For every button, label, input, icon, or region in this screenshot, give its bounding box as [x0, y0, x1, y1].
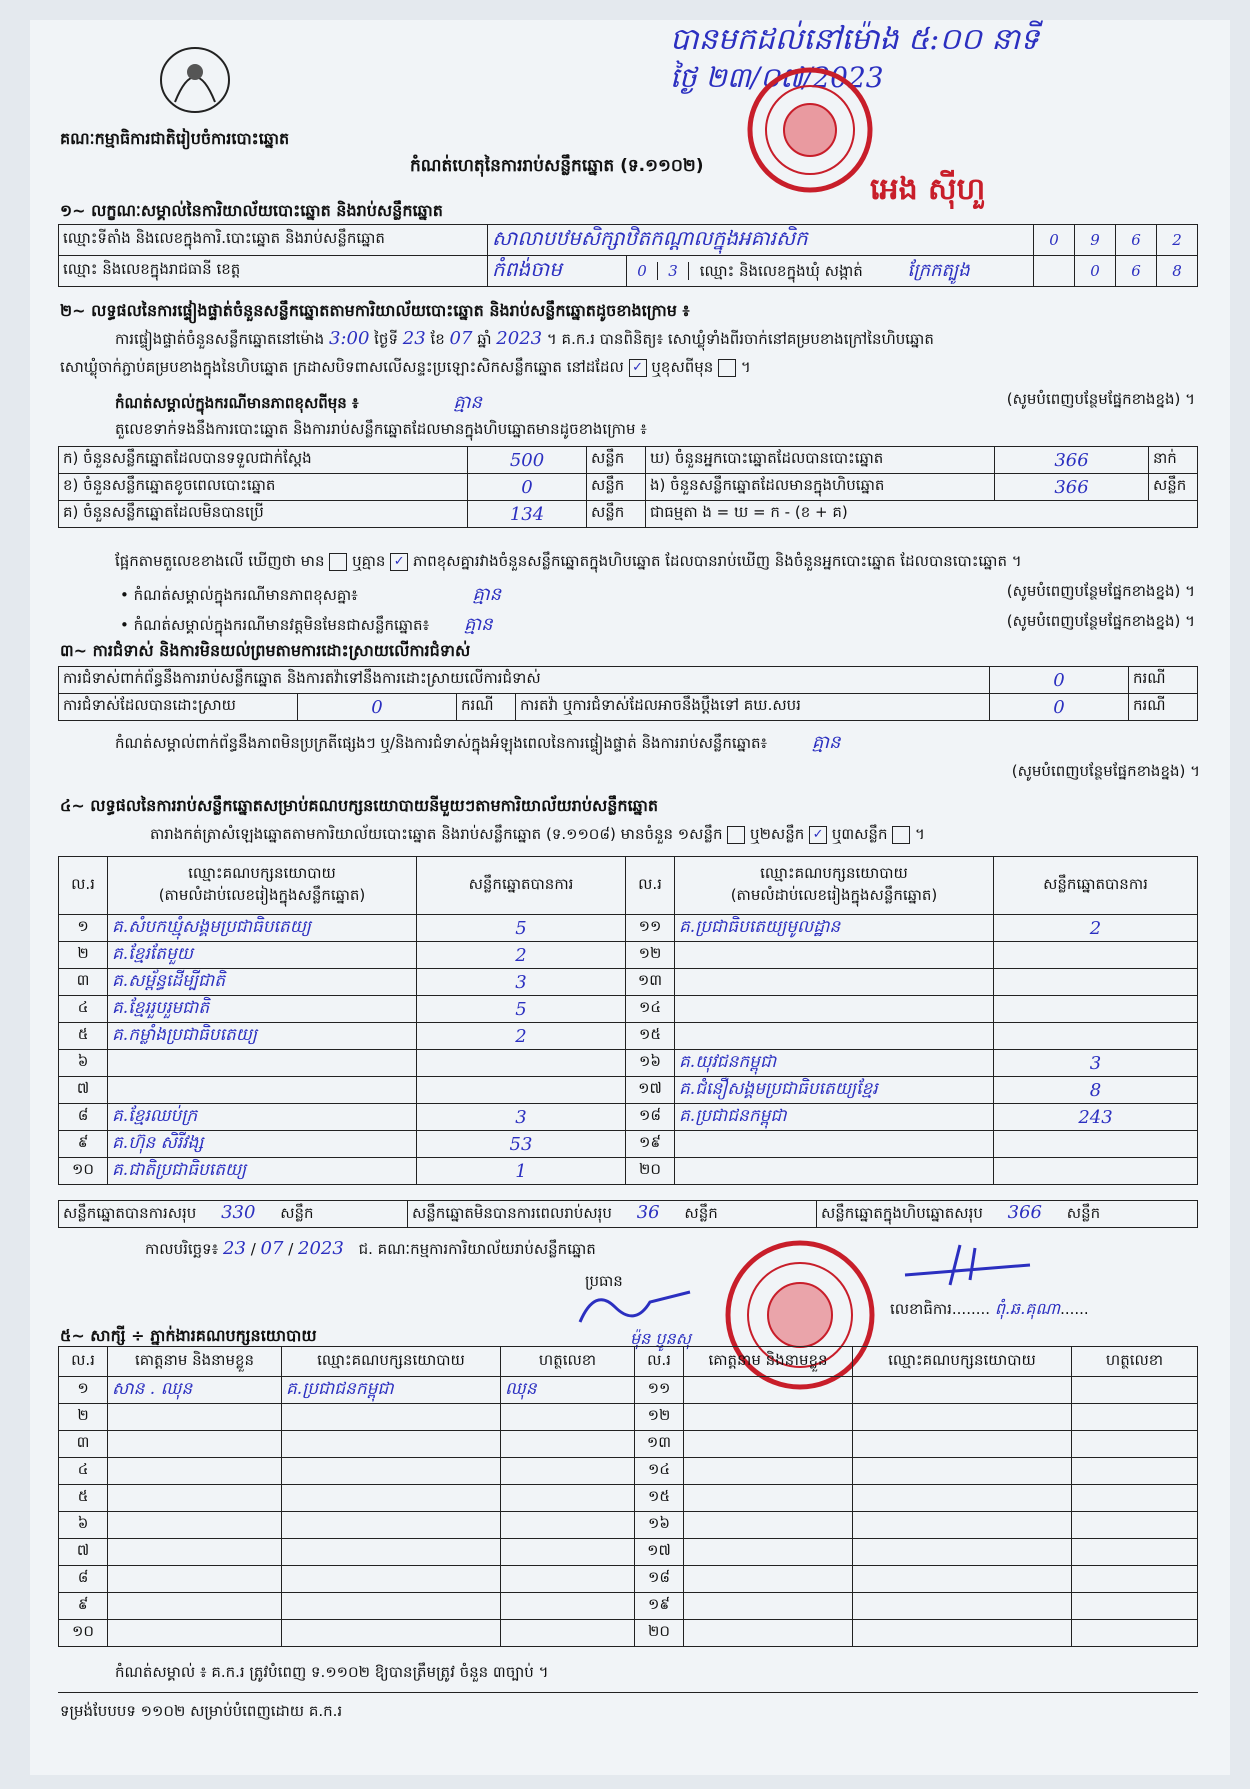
witness-name: [108, 1593, 282, 1620]
witness-col-name: គោត្តនាម និងនាមខ្លួន: [684, 1347, 853, 1377]
witness-signature: [501, 1404, 635, 1431]
witness-party: [282, 1512, 501, 1539]
row-no: ១១: [626, 915, 675, 942]
col-no-header: ល.រ: [59, 857, 108, 915]
row-no: ១៩: [635, 1593, 684, 1620]
irregularities-note-line: កំណត់សម្គាល់ពាក់ព័ន្ធនឹងភាពមិនប្រក្រតីផ្សេងៗ ឬ/និងការជំទាស់ក្នុងអំឡុងពេលនៃការផ្ទៀងផ្ទាត់ និងការរាប់សន្លឹកឆ្នោត៖ គ្មាន: [115, 732, 841, 753]
witness-party: [282, 1566, 501, 1593]
chair-name: ម៉ុន ប្ញូនសុ: [630, 1329, 691, 1348]
witness-signature: [1072, 1539, 1198, 1566]
row-no: ១៩: [626, 1131, 675, 1158]
witness-party: [282, 1620, 501, 1647]
station-code-digit: 9: [1075, 225, 1116, 256]
party-votes: 5: [417, 915, 626, 942]
footer-divider: [58, 1692, 1198, 1693]
box-total-cell: សន្លឹកឆ្នោតក្នុងហិបឆ្នោតសរុប 366 សន្លឹក: [817, 1201, 1198, 1228]
party-name: [675, 1158, 994, 1185]
witness-signature: [1072, 1377, 1198, 1404]
party-name: [675, 996, 994, 1023]
date-year: 2023: [298, 1238, 344, 1259]
row-no: ៧: [59, 1077, 108, 1104]
date-month: 07: [260, 1238, 284, 1259]
row-no: ១: [59, 915, 108, 942]
difference-note-line: កំណត់សម្គាល់ក្នុងករណីមានភាពខុសពីមុន ៖ គ្មាន (សូមបំពេញបន្ថែមផ្នែកខាងខ្នង) ។: [115, 390, 1195, 413]
committee-name: គណៈកម្មាធិការជាតិរៀបចំការបោះឆ្នោត: [60, 129, 290, 148]
table-row: [59, 1377, 1198, 1404]
witness-table: [58, 1346, 1198, 1647]
section2-title: ២~ លទ្ធផលនៃការផ្ទៀងផ្ទាត់ចំនួនសន្លឹកឆ្នោតតាមការិយាល័យបោះឆ្នោត និងរាប់សន្លឹកឆ្នោតដូចខាងក្រោម ៖: [60, 301, 690, 320]
row-no: ៦: [59, 1512, 108, 1539]
difference-note-bullet: • កំណត់សម្គាល់ក្នុងករណីមានភាពខុសគ្នា៖ គ្មាន (សូមបំពេញបន្ថែមផ្នែកខាងខ្នង) ។: [120, 582, 1195, 605]
verify-month: 07: [449, 328, 473, 349]
box-total-value: 366: [1007, 1202, 1043, 1223]
row-no: ៦: [59, 1050, 108, 1077]
difference-check-line: ផ្អែកតាមតួលេខខាងលើ ឃើញថា មាន ឬគ្មាន ✓ ភាពខុសគ្នារវាងចំនួនសន្លឹកឆ្នោតក្នុងហិបឆ្នោត ដែលបានរាប់ឃើញ និងចំនួនអ្នកបោះឆ្នោត ដែលបានបោះឆ្នោត ។: [115, 552, 1022, 570]
secretary-signature: [900, 1240, 1040, 1290]
footnote: កំណត់សម្គាល់ ៖ គ.ក.រ ត្រូវបំពេញ ទ.១១០២ ឱ្យបានត្រឹមត្រូវ ចំនួន ៣ច្បាប់ ។: [115, 1663, 549, 1681]
party-votes: 53: [417, 1131, 626, 1158]
witness-col-no: ល.រ: [59, 1347, 108, 1377]
row-no: ១២: [626, 942, 675, 969]
party-votes: 2: [417, 1023, 626, 1050]
row-no: ៣: [59, 1431, 108, 1458]
witness-name: [108, 1458, 282, 1485]
commune-value: ក្រែកត្បូង: [907, 259, 970, 281]
row-no: ៩: [59, 1593, 108, 1620]
witness-signature: [501, 1620, 635, 1647]
row-no: ១៧: [626, 1077, 675, 1104]
witness-party: [853, 1566, 1072, 1593]
party-name: គ.ហ៊ុន សិរីវង្ស: [108, 1131, 417, 1158]
witness-name: [684, 1404, 853, 1431]
col-votes-header: សន្លឹកឆ្នោតបានការ: [417, 857, 626, 915]
party-name: គ.សំបកឃ្មុំសង្គមប្រជាធិបតេយ្យ: [108, 915, 417, 942]
table-row: [59, 1131, 1198, 1158]
resolved-objections-value: 0: [298, 694, 457, 721]
table-row: [59, 1620, 1198, 1647]
witness-party: [282, 1458, 501, 1485]
two-sheet-checkbox[interactable]: ✓: [809, 826, 827, 844]
row-no: ១៦: [635, 1512, 684, 1539]
has-difference-checkbox[interactable]: [329, 553, 347, 571]
table-row: [59, 1158, 1198, 1185]
witness-signature: [1072, 1404, 1198, 1431]
date-day: 23: [223, 1238, 246, 1259]
party-votes: 2: [417, 942, 626, 969]
party-name: គ.ជាតិប្រជាធិបតេយ្យ: [108, 1158, 417, 1185]
unused-ballots-value: 134: [468, 501, 587, 528]
section5-title: ៥~ សាក្សី ÷ ភ្នាក់ងារគណបក្សនយោបាយ: [60, 1326, 317, 1345]
table-row: [59, 1593, 1198, 1620]
verify-year: 2023: [496, 328, 543, 349]
col-no-header: ល.រ: [626, 857, 675, 915]
commune-label: ឈ្មោះ និងលេខក្នុងឃុំ សង្កាត់: [699, 261, 863, 280]
official-seal-stamp: [745, 65, 875, 195]
party-votes: [417, 1077, 626, 1104]
row-no: ៨: [59, 1104, 108, 1131]
witness-signature: [1072, 1566, 1198, 1593]
irregularities-note-suffix: (សូមបំពេញបន្ថែមផ្នែកខាងខ្នង) ។: [1011, 762, 1200, 780]
row-no: ៥: [59, 1485, 108, 1512]
province-code-digit: 3: [658, 262, 689, 280]
section3-title: ៣~ ការជំទាស់ និងការមិនយល់ព្រមតាមការដោះស្រាយលើការជំទាស់: [60, 641, 471, 660]
date-line: កាលបរិច្ឆេទ៖ 23 / 07 / 2023 ជ. គណៈកម្មការការិយាល័យរាប់សន្លឹកឆ្នោត: [145, 1238, 596, 1259]
witness-name: [684, 1593, 853, 1620]
party-votes: 3: [417, 969, 626, 996]
witness-signature: [1072, 1512, 1198, 1539]
chair-label: ប្រធាន: [585, 1272, 623, 1290]
witness-signature: [501, 1593, 635, 1620]
witness-signature: [501, 1539, 635, 1566]
row-no: ២: [59, 1404, 108, 1431]
party-votes: [994, 996, 1198, 1023]
invalid-total-value: 36: [636, 1202, 660, 1223]
witness-party: [853, 1458, 1072, 1485]
witness-party: [282, 1485, 501, 1512]
tally-sheet-count-line: តារាងកត់ត្រាសំឡេងឆ្នោតតាមការិយាល័យបោះឆ្នោត និងរាប់សន្លឹកឆ្នោត (ទ.១១០៨) មានចំនួន ១សន្លឹក ឬ២សន្លឹក ✓ ឬ៣សន្លឹក ។: [150, 825, 925, 843]
row-no: ១: [59, 1377, 108, 1404]
counts-intro: តួលេខទាក់ទងនឹងការបោះឆ្នោត និងការរាប់សន្លឹកឆ្នោតដែលមានក្នុងហិបឆ្នោតមានដូចខាងក្រោម ៖: [115, 420, 647, 438]
party-name: គ.ខ្មែរឈប់ក្រ: [108, 1104, 417, 1131]
party-votes: 3: [994, 1050, 1198, 1077]
witness-col-sign: ហត្ថលេខា: [501, 1347, 635, 1377]
spoiled-ballots-label: ខ) ចំនួនសន្លឹកឆ្នោតខូចពេលបោះឆ្នោត: [59, 474, 468, 501]
witness-col-no: ល.រ: [635, 1347, 684, 1377]
national-election-committee-emblem: [155, 42, 235, 117]
witness-name: [684, 1512, 853, 1539]
witness-signature: [1072, 1593, 1198, 1620]
ballots-in-box-label: ង) ចំនួនសន្លឹកឆ្នោតដែលមានក្នុងហិបឆ្នោត: [646, 474, 995, 501]
foreign-object-note-bullet: • កំណត់សម្គាល់ក្នុងករណីមានវត្តមិនមែនជាសន្លឹកឆ្នោត៖ គ្មាន (សូមបំពេញបន្ថែមផ្នែកខាងខ្នង) ។: [120, 612, 1195, 635]
witness-signature: [501, 1566, 635, 1593]
verification-time-line: ការផ្ទៀងផ្ទាត់ចំនួនសន្លឹកឆ្នោតនៅម៉ោង 3:00 ថ្ងៃទី 23 ខែ 07 ឆ្នាំ 2023 ។ គ.ក.រ បានពិនិត្យ៖ សោឃ្លុំទាំងពីរចាក់នៅគម្របខាងក្រៅនៃហិបឆ្នោត: [115, 328, 934, 349]
witness-name: [108, 1431, 282, 1458]
ballot-counting-record-sheet: [30, 20, 1230, 1775]
party-name: [675, 942, 994, 969]
party-name: គ.ប្រជាធិបតេយ្យមូលដ្ឋាន: [675, 915, 994, 942]
table-row: [59, 1104, 1198, 1131]
unused-ballots-label: គ) ចំនួនសន្លឹកឆ្នោតដែលមិនបានប្រើ: [59, 501, 468, 528]
station-name-label: ឈ្មោះទីតាំង និងលេខក្នុងការិ.បោះឆ្នោត និងរាប់សន្លឹកឆ្នោត: [59, 225, 488, 256]
witness-name: [108, 1620, 282, 1647]
witness-party: [853, 1512, 1072, 1539]
party-name: [108, 1050, 417, 1077]
handwritten-arrival-time: បានមកដល់នៅម៉ោង ៥:០០ នាទី: [670, 22, 1040, 57]
station-code-digit: 2: [1157, 225, 1198, 256]
row-no: ១០: [59, 1158, 108, 1185]
one-sheet-checkbox[interactable]: [727, 826, 745, 844]
row-no: ២០: [635, 1620, 684, 1647]
party-name: គ.ខ្មែរតែមួយ: [108, 942, 417, 969]
witness-signature: [1072, 1620, 1198, 1647]
party-name: គ.យុវជនកម្ពុជា: [675, 1050, 994, 1077]
witness-name: [108, 1539, 282, 1566]
province-value: កំពង់ចាម: [488, 256, 627, 287]
col-votes-header: សន្លឹកឆ្នោតបានការ: [994, 857, 1198, 915]
table-row: [59, 1077, 1198, 1104]
resolved-objections-label: ការជំទាស់ដែលបានដោះស្រាយ: [59, 694, 298, 721]
party-votes: [994, 942, 1198, 969]
row-no: ១៣: [635, 1431, 684, 1458]
witness-col-name: គោត្តនាម និងនាមខ្លួន: [108, 1347, 282, 1377]
witness-party: [282, 1539, 501, 1566]
row-no: ១៦: [626, 1050, 675, 1077]
row-no: ១៣: [626, 969, 675, 996]
witness-name: [108, 1512, 282, 1539]
witness-name: សាន . ឈុន: [108, 1377, 282, 1404]
province-label: ឈ្មោះ និងលេខក្នុងរាជធានី ខេត្ត: [59, 256, 488, 287]
party-name: គ.ជំនឿសង្គមប្រជាធិបតេយ្យខ្មែរ: [675, 1077, 994, 1104]
col-party-header: ឈ្មោះគណបក្សនយោបាយ (តាមលំដាប់លេខរៀងក្នុងសន្លឹកឆ្នោត): [675, 857, 994, 915]
row-no: ១០: [59, 1620, 108, 1647]
foreign-object-bullet-value: គ្មាន: [463, 614, 493, 635]
row-no: ១២: [635, 1404, 684, 1431]
party-name: គ.កម្លាំងប្រជាធិបតេយ្យ: [108, 1023, 417, 1050]
witness-name: [684, 1377, 853, 1404]
witness-name: [684, 1566, 853, 1593]
section1-title: ១~ លក្ខណៈសម្គាល់នៃការិយាល័យបោះឆ្នោត និងរាប់សន្លឹកឆ្នោត: [60, 201, 443, 220]
table-row: [59, 1458, 1198, 1485]
witness-party: [282, 1593, 501, 1620]
irregularities-note-value: គ្មាន: [811, 732, 841, 753]
invalid-total-cell: សន្លឹកឆ្នោតមិនបានការពេលរាប់សរុប 36 សន្លឹក: [408, 1201, 817, 1228]
party-votes: 8: [994, 1077, 1198, 1104]
party-votes: [994, 969, 1198, 996]
footer-form-code: ទម្រង់បែបបទ ១១០២ សម្រាប់បំពេញដោយ គ.ក.រ: [60, 1702, 343, 1720]
party-votes: [994, 1131, 1198, 1158]
witness-signature: [501, 1485, 635, 1512]
table-row: [59, 1566, 1198, 1593]
party-votes: 243: [994, 1104, 1198, 1131]
party-name: [108, 1077, 417, 1104]
verify-day: 23: [402, 328, 426, 349]
witness-party: [282, 1404, 501, 1431]
witness-signature: [1072, 1458, 1198, 1485]
handwritten-stamp-note: អេង ស៊ីហួ: [870, 172, 986, 207]
witness-rows: [59, 1377, 1198, 1647]
witness-party: [853, 1404, 1072, 1431]
table-row: [59, 1023, 1198, 1050]
difference-note-value: គ្មាន: [453, 392, 482, 413]
station-code-digit: 6: [1116, 225, 1157, 256]
party-name: គ.សម្ព័ន្ធដើម្បីជាតិ: [108, 969, 417, 996]
objections-value: 0: [990, 667, 1129, 694]
witness-name: [108, 1404, 282, 1431]
row-no: ១៨: [626, 1104, 675, 1131]
witness-col-party: ឈ្មោះគណបក្សនយោបាយ: [853, 1347, 1072, 1377]
party-votes: [994, 1023, 1198, 1050]
witness-party: [853, 1593, 1072, 1620]
handwritten-arrival-date: ថ្ងៃ ២៣/០៧/2023: [670, 61, 884, 94]
received-ballots-value: 500: [468, 447, 587, 474]
table-row: [59, 1485, 1198, 1512]
row-no: ១៨: [635, 1566, 684, 1593]
row-no: ៩: [59, 1131, 108, 1158]
voters-value: 366: [995, 447, 1149, 474]
witness-party: គ.ប្រជាជនកម្ពុជា: [282, 1377, 501, 1404]
witness-signature: [1072, 1485, 1198, 1512]
totals-table: [58, 1200, 1198, 1228]
row-no: ១៥: [635, 1485, 684, 1512]
witness-signature: ឈុន: [501, 1377, 635, 1404]
row-no: ១៧: [635, 1539, 684, 1566]
ballots-in-box-value: 366: [995, 474, 1149, 501]
voters-label: ឃ) ចំនួនអ្នកបោះឆ្នោតដែលបានបោះឆ្នោត: [646, 447, 995, 474]
witness-col-party: ឈ្មោះគណបក្សនយោបាយ: [282, 1347, 501, 1377]
witness-name: [684, 1539, 853, 1566]
party-votes: 2: [994, 915, 1198, 942]
table-row: [59, 996, 1198, 1023]
party-name: [675, 1023, 994, 1050]
station-code-digit: 0: [1034, 225, 1075, 256]
received-ballots-label: ក) ចំនួនសន្លឹកឆ្នោតដែលបានទទួលជាក់ស្ដែង: [59, 447, 468, 474]
row-no: ១៤: [626, 996, 675, 1023]
spoiled-ballots-value: 0: [468, 474, 587, 501]
seal-status-line: សោឃ្លុំចាក់ភ្ជាប់គម្របខាងក្នុងនៃហិបឆ្នោត ក្រដាសបិទពាសលើសន្ទះប្រឡោះសិកសន្លឹកឆ្នោត នៅដដែល ✓ ឬខុសពីមុន ។: [60, 358, 751, 376]
col-party-header: ឈ្មោះគណបក្សនយោបាយ (តាមលំដាប់លេខរៀងក្នុងសន្លឹកឆ្នោត): [108, 857, 417, 915]
same-as-before-checkbox[interactable]: ✓: [629, 359, 647, 377]
witness-party: [853, 1431, 1072, 1458]
witness-party: [853, 1485, 1072, 1512]
objections-table: ការជំទាស់ពាក់ព័ន្ធនឹងការរាប់សន្លឹកឆ្នោត និងការតវ៉ាទៅនឹងការដោះស្រាយលើការជំទាស់ 0 ករណី ការជំទាស់ដែលបានដោះស្រាយ 0 ករណី ការតវ៉ា ឬការជំទាស់ដែលអាចនឹងប្ដឹងទៅ គឃ.សបរ 0 ករណី: [58, 666, 1198, 721]
table-row: [59, 969, 1198, 996]
witness-name: [108, 1566, 282, 1593]
polling-station-identity-table: [58, 224, 1198, 287]
table-row: [59, 1404, 1198, 1431]
objections-label: ការជំទាស់ពាក់ព័ន្ធនឹងការរាប់សន្លឹកឆ្នោត និងការតវ៉ាទៅនឹងការដោះស្រាយលើការជំទាស់: [59, 667, 990, 694]
witness-party: [282, 1431, 501, 1458]
table-row: [59, 1539, 1198, 1566]
party-votes: [417, 1050, 626, 1077]
party-votes: [994, 1158, 1198, 1185]
row-no: ៥: [59, 1023, 108, 1050]
row-no: ១៥: [626, 1023, 675, 1050]
section4-title: ៤~ លទ្ធផលនៃការរាប់សន្លឹកឆ្នោតសម្រាប់គណបក្សនយោបាយនីមួយៗតាមការិយាល័យរាប់សន្លឹកឆ្នោត: [60, 796, 659, 815]
party-results-table: [58, 856, 1198, 1185]
witness-name: [684, 1458, 853, 1485]
province-code-digit: 0: [627, 262, 658, 280]
verify-time: 3:00: [328, 328, 370, 349]
witness-signature: [501, 1431, 635, 1458]
witness-name: [684, 1431, 853, 1458]
row-no: ៧: [59, 1539, 108, 1566]
party-votes: 5: [417, 996, 626, 1023]
three-sheet-checkbox[interactable]: [892, 826, 910, 844]
party-votes: 1: [417, 1158, 626, 1185]
table-row: [59, 1431, 1198, 1458]
commune-code-digit: 8: [1157, 256, 1198, 287]
row-no: ៤: [59, 1458, 108, 1485]
witness-party: [853, 1377, 1072, 1404]
party-name: គ.ប្រជាជនកម្ពុជា: [675, 1104, 994, 1131]
row-no: ៨: [59, 1566, 108, 1593]
witness-signature: [501, 1458, 635, 1485]
no-difference-checkbox[interactable]: ✓: [390, 553, 408, 571]
table-row: [59, 1050, 1198, 1077]
party-name: [675, 1131, 994, 1158]
formula: ជាធម្មតា ង = ឃ = ក - (ខ + គ): [646, 501, 1198, 528]
party-name: គ.ខ្មែររួបរួមជាតិ: [108, 996, 417, 1023]
secretary-line: លេខាធិការ........ ពុំ.ឆ.គុណា......: [890, 1299, 1089, 1318]
form-title: កំណត់ហេតុនៃការរាប់សន្លឹកឆ្នោត (ទ.១១០២): [410, 156, 704, 176]
witness-party: [853, 1620, 1072, 1647]
row-no: ៣: [59, 969, 108, 996]
witness-party: [853, 1539, 1072, 1566]
difference-bullet-value: គ្មាន: [472, 584, 502, 605]
commune-code-digit: 0: [1075, 256, 1116, 287]
valid-total-value: 330: [221, 1202, 256, 1223]
different-checkbox[interactable]: [718, 359, 736, 377]
witness-name: [108, 1485, 282, 1512]
witness-name: [684, 1485, 853, 1512]
row-no: ១១: [635, 1377, 684, 1404]
witness-col-sign: ហត្ថលេខា: [1072, 1347, 1198, 1377]
commune-code-digit: 6: [1116, 256, 1157, 287]
appeals-value: 0: [990, 694, 1129, 721]
row-no: ២០: [626, 1158, 675, 1185]
witness-signature: [501, 1512, 635, 1539]
valid-total-cell: សន្លឹកឆ្នោតបានការសរុប 330 សន្លឹក: [59, 1201, 408, 1228]
row-no: ២: [59, 942, 108, 969]
witness-name: [684, 1620, 853, 1647]
witness-signature: [1072, 1431, 1198, 1458]
table-row: [59, 942, 1198, 969]
ballot-counts-table: ក) ចំនួនសន្លឹកឆ្នោតដែលបានទទួលជាក់ស្ដែង 500 សន្លឹក ឃ) ចំនួនអ្នកបោះឆ្នោតដែលបានបោះឆ្នោត 366 នាក់ ខ) ចំនួនសន្លឹកឆ្នោតខូចពេលបោះឆ្នោត 0 សន្លឹក ង) ចំនួនសន្លឹកឆ្នោតដែលមានក្នុងហិបឆ្នោត 366 សន្លឹក គ) ចំនួនសន្លឹកឆ្នោតដែលមិនបានប្រើ 134 សន្លឹក ជាធម្មតា ង = ឃ = ក - (ខ + គ): [58, 446, 1198, 528]
appeals-label: ការតវ៉ា ឬការជំទាស់ដែលអាចនឹងប្ដឹងទៅ គឃ.សបរ: [516, 694, 990, 721]
table-row: [59, 1512, 1198, 1539]
row-no: ៤: [59, 996, 108, 1023]
party-results-rows: [59, 915, 1198, 1185]
secretary-name: ពុំ.ឆ.គុណា: [994, 1299, 1061, 1318]
row-no: ១៤: [635, 1458, 684, 1485]
table-row: [59, 915, 1198, 942]
station-name-value: សាលាបឋមសិក្សាឋិតកណ្ដាលក្នុងអគារសិក: [488, 225, 1034, 256]
party-name: [675, 969, 994, 996]
party-votes: 3: [417, 1104, 626, 1131]
